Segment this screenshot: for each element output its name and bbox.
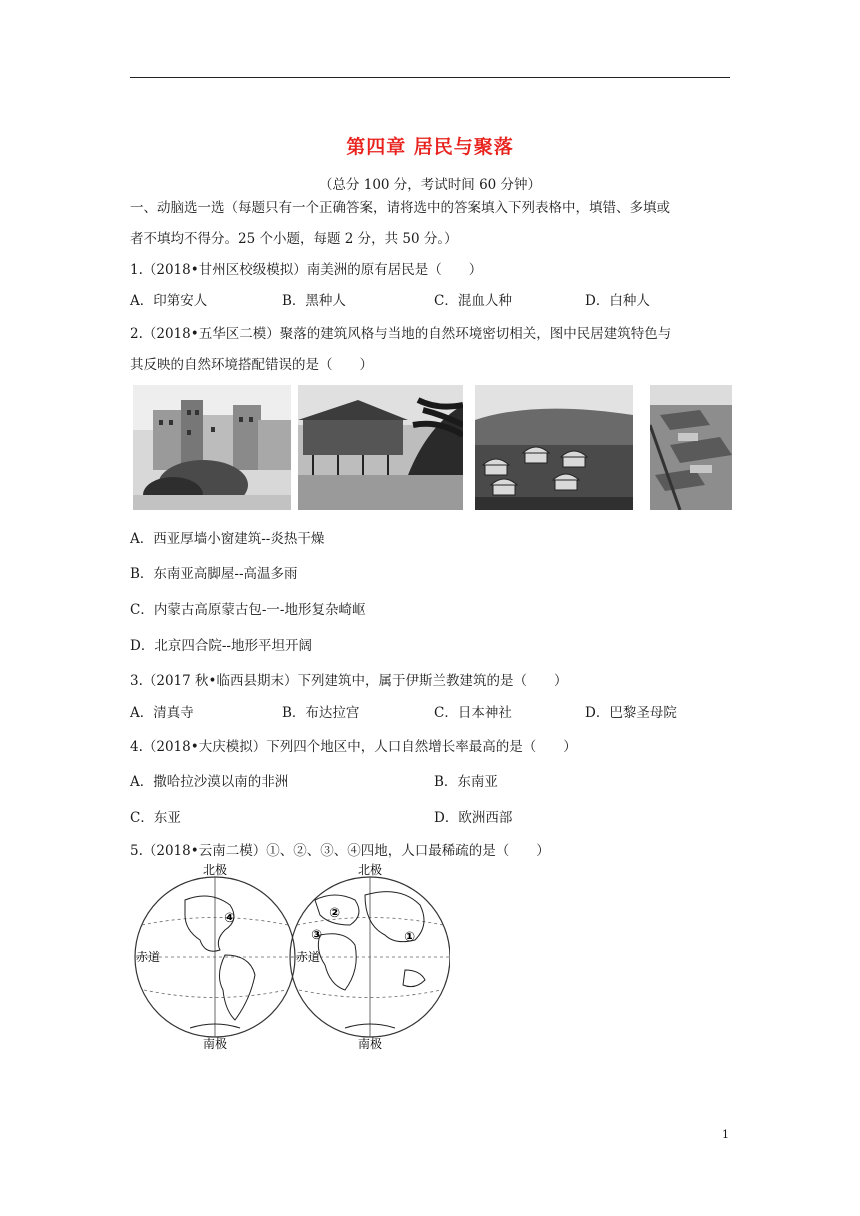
section-intro-line1: 一、动脑选一选（每题只有一个正确答案，请将选中的答案填入下列表格中，填错、多填或 [130,200,670,216]
question-3-option-b: B．布达拉宫 [282,705,360,721]
question-3-stem: 3.（2017 秋•临西县期末）下列建筑中，属于伊斯兰教建筑的是（ ） [130,673,568,689]
question-4-option-d: D．欧洲西部 [434,810,513,826]
question-5-stem: 5.（2018•云南二模）①、②、③、④四地，人口最稀疏的是（ ） [130,843,550,859]
question-1-option-a: A．印第安人 [130,293,208,309]
south-pole-label-west: 南极 [202,1037,228,1050]
north-pole-label-east: 北极 [357,863,383,877]
question-2-option-a: A．西亚厚墙小窗建筑--炎热干燥 [130,531,325,547]
north-pole-label-west: 北极 [202,863,228,877]
marker-1: ① [404,930,416,945]
question-1-option-d: D．白种人 [585,293,650,309]
question-2-option-c: C．内蒙古高原蒙古包-一-地形复杂崎岖 [130,602,366,618]
page-number: 1 [722,1128,729,1141]
question-2-option-d: D．北京四合院--地形平坦开阔 [130,638,312,654]
page-subtitle: （总分 100 分，考试时间 60 分钟） [318,177,542,193]
photo-west-asia-buildings [133,385,291,510]
world-hemispheres-map [130,860,450,1050]
question-3-option-c: C．日本神社 [434,705,512,721]
question-4-option-c: C．东亚 [130,810,181,826]
photo-beijing-siheyuan [650,385,732,510]
question-4-option-a: A．撒哈拉沙漠以南的非洲 [130,774,289,790]
question-3-option-a: A．清真寺 [130,705,194,721]
marker-4: ④ [224,911,236,926]
equator-label-east: 赤道 [296,950,321,964]
equator-label-west: 赤道 [136,950,161,964]
page-title: 第四章 居民与聚落 [346,136,514,158]
question-2-stem-line1: 2.（2018•五华区二模）聚落的建筑风格与当地的自然环境密切相关，图中民居建筑特色与 [130,326,672,342]
question-1-stem: 1.（2018•甘州区校级模拟）南美洲的原有居民是（ ） [130,262,483,278]
section-intro-line2: 者不填均不得分。25 个小题，每题 2 分，共 50 分。） [130,231,458,247]
header-rule [130,77,730,78]
photo-stilt-house [298,385,463,510]
south-pole-label-east: 南极 [357,1037,383,1050]
question-3-option-d: D．巴黎圣母院 [585,705,677,721]
marker-2: ② [329,906,341,921]
question-2-option-b: B．东南亚高脚屋--高温多雨 [130,566,298,582]
question-2-stem-line2: 其反映的自然环境搭配错误的是（ ） [130,357,373,373]
question-4-option-b: B．东南亚 [434,774,498,790]
marker-3: ③ [311,928,323,943]
question-1-option-c: C．混血人种 [434,293,512,309]
photo-mongolian-yurts [475,385,633,510]
question-1-option-b: B．黑种人 [282,293,346,309]
question-4-stem: 4.（2018•大庆模拟）下列四个地区中，人口自然增长率最高的是（ ） [130,739,577,755]
